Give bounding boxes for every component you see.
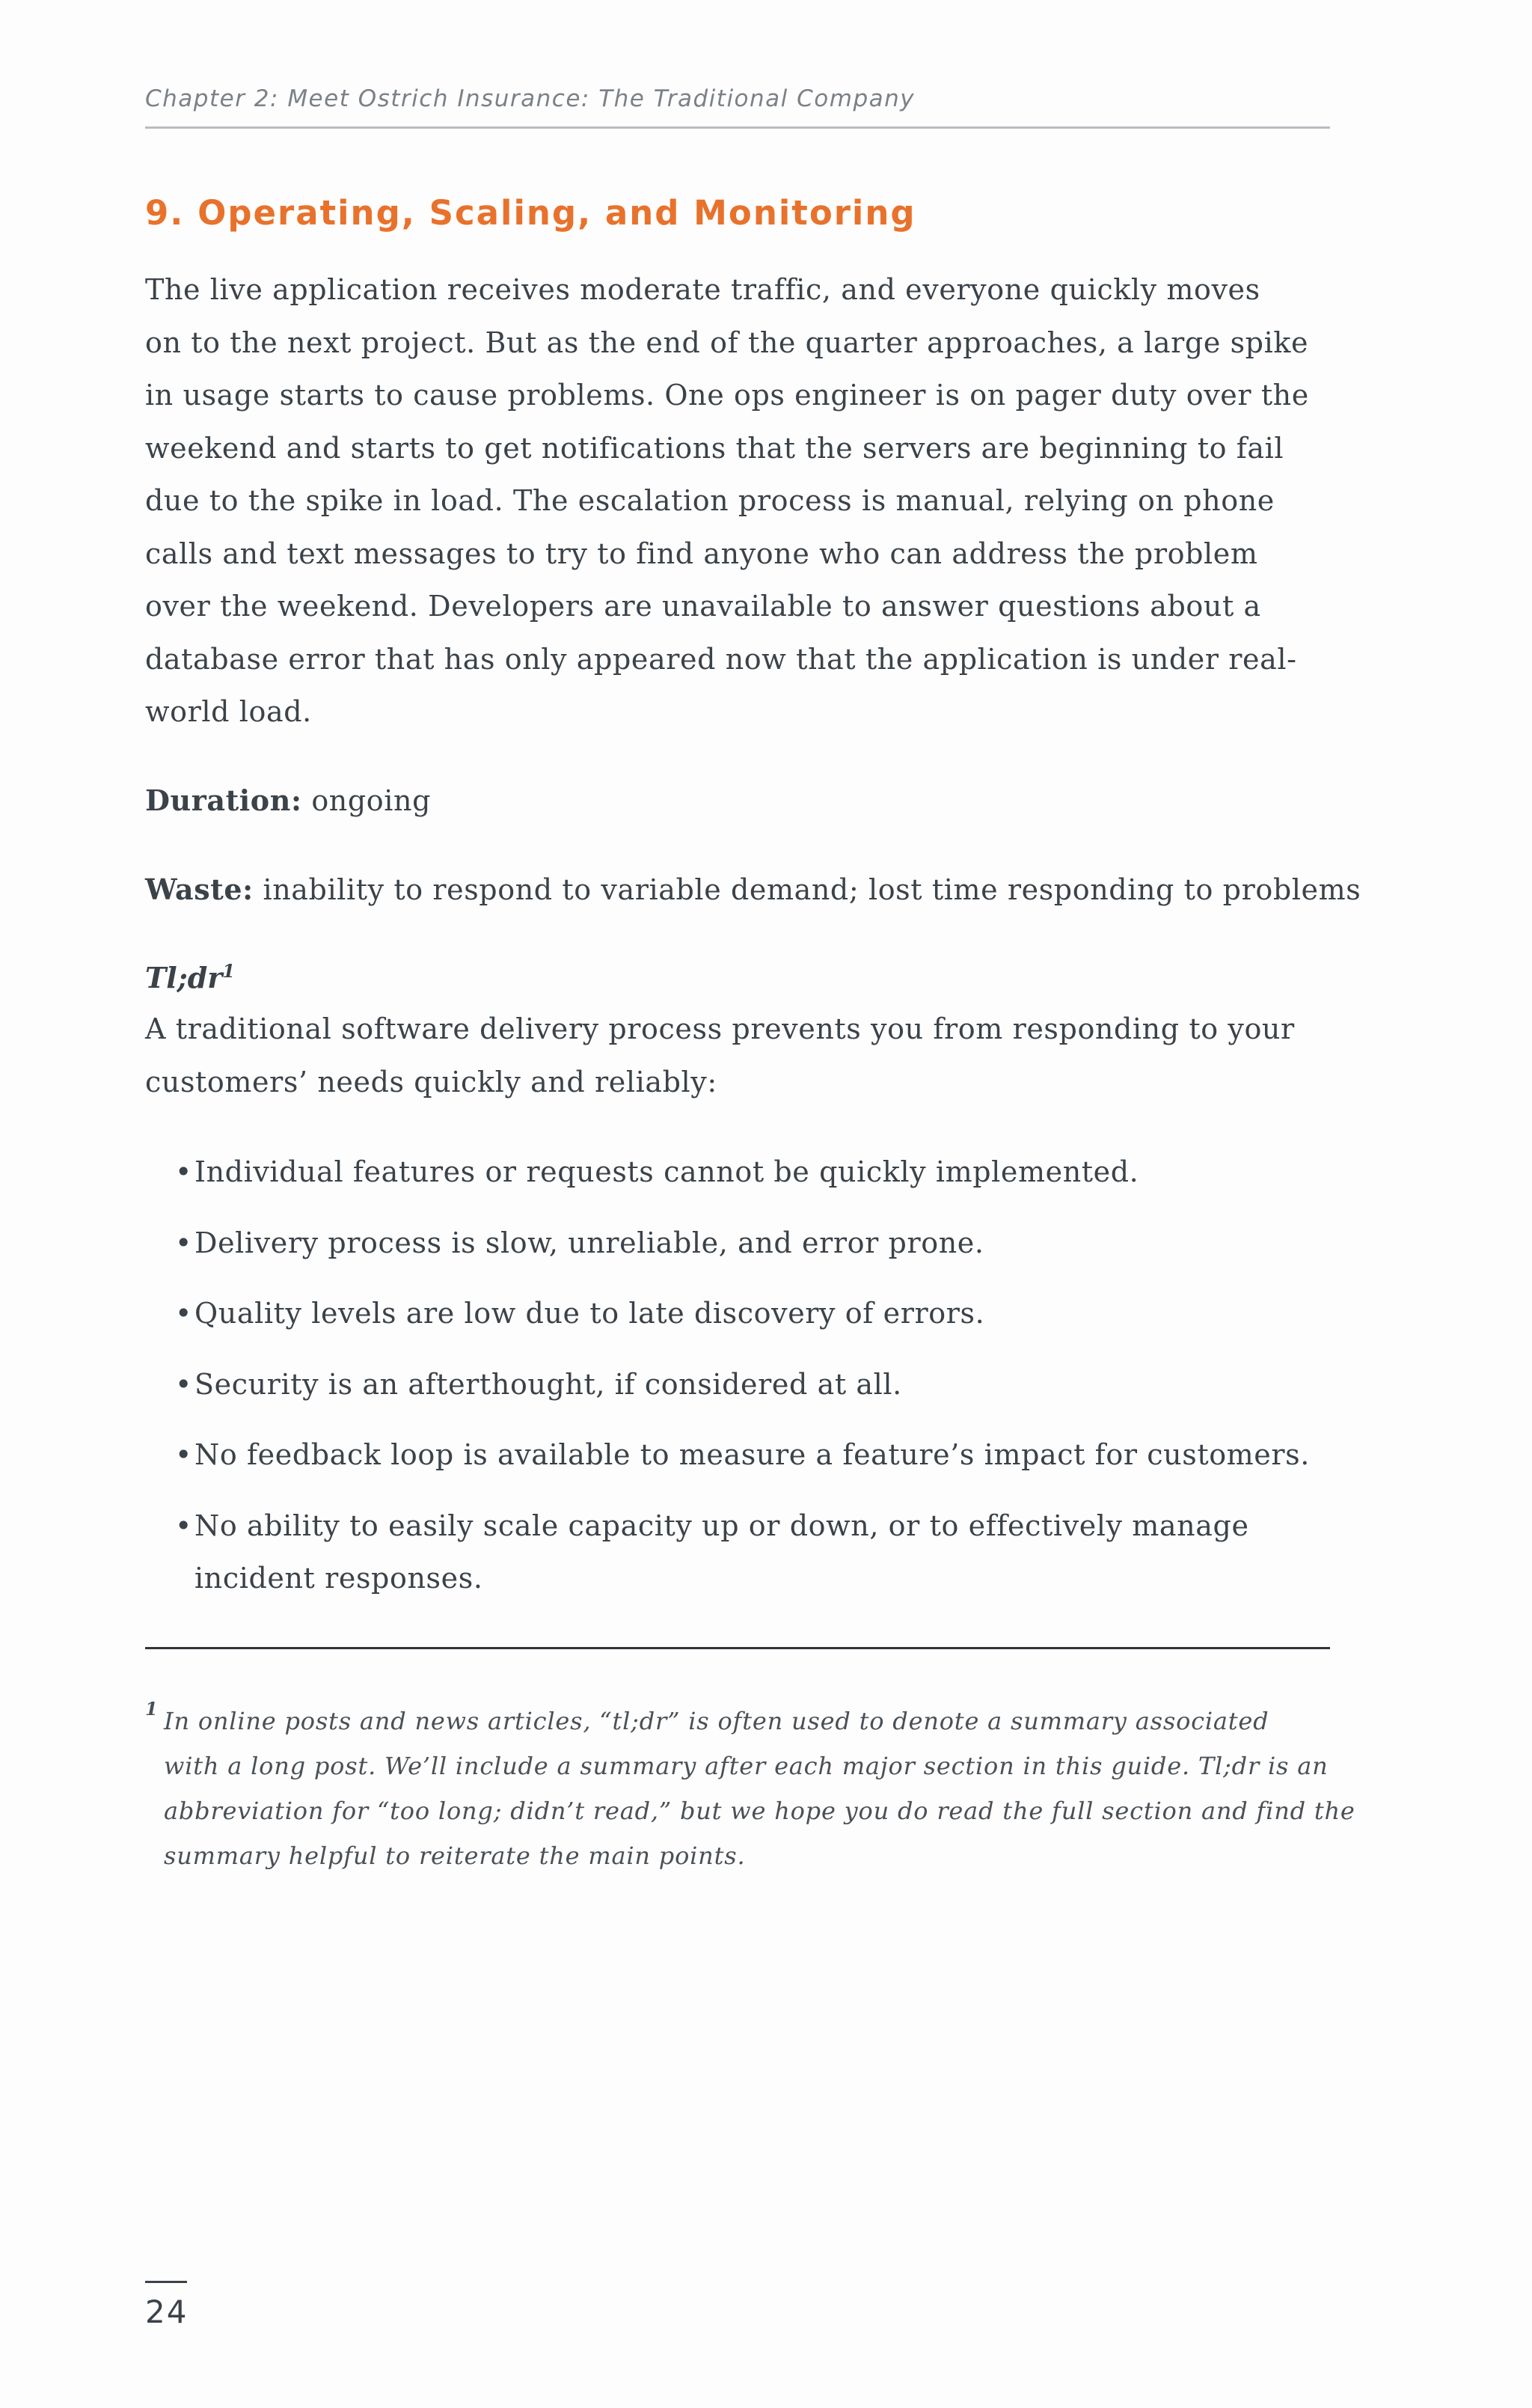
tldr-heading-text: Tl;dr	[145, 961, 223, 994]
paragraph-line: over the weekend. Developers are unavailable to answer questions about a	[145, 590, 1261, 623]
paragraph-line: The live application receives moderate traffic, and everyone quickly moves	[145, 273, 1260, 306]
duration-row	[145, 774, 431, 828]
paragraph-line: database error that has only appeared now that the application is under real-	[145, 642, 1297, 676]
bullet-icon: •	[175, 1155, 193, 1188]
footnote-marker: 1	[145, 1698, 159, 1720]
paragraph-line: calls and text messages to try to find anyone who can address the problem	[145, 537, 1258, 570]
section-paragraph	[145, 263, 1330, 739]
list-item-text: Security is an afterthought, if considered at all.	[194, 1367, 902, 1401]
footnote-line: with a long post. We’ll include a summary after each major section in this guide. Tl;dr is an	[164, 1752, 1329, 1780]
list-item-text: Quality levels are low due to late discovery of errors.	[194, 1297, 985, 1330]
page-number-divider	[145, 2281, 187, 2283]
tldr-heading	[145, 952, 235, 1004]
bullet-icon: •	[175, 1226, 193, 1259]
chapter-header: Chapter 2: Meet Ostrich Insurance: The Traditional Company	[145, 85, 916, 112]
list-item	[145, 1500, 1330, 1605]
footnote-line: In online posts and news articles, “tl;dr” is often used to denote a summary associated	[164, 1707, 1269, 1735]
header-divider	[145, 126, 1330, 129]
footnote-divider	[145, 1647, 1330, 1649]
tldr-bullet-list	[145, 1146, 1330, 1623]
tldr-intro	[145, 1003, 1330, 1108]
list-item-text: Delivery process is slow, unreliable, and error prone.	[194, 1226, 984, 1259]
page-number: 24	[145, 2294, 189, 2330]
list-item	[145, 1287, 1330, 1340]
paragraph-line: in usage starts to cause problems. One ops engineer is on pager duty over the	[145, 379, 1309, 412]
paragraph-line: weekend and starts to get notifications that the servers are beginning to fail	[145, 431, 1284, 465]
duration-label: Duration:	[145, 783, 302, 817]
bullet-icon: •	[175, 1297, 193, 1330]
tldr-intro-line: customers’ needs quickly and reliably:	[145, 1065, 717, 1098]
list-item	[145, 1146, 1330, 1199]
list-item-text: No feedback loop is available to measure a feature’s impact for customers.	[194, 1438, 1310, 1471]
waste-row	[145, 864, 1361, 917]
section-heading: 9. Operating, Scaling, and Monitoring	[145, 193, 916, 233]
bullet-icon: •	[175, 1438, 193, 1471]
paragraph-line: on to the next project. But as the end of the quarter approaches, a large spike	[145, 326, 1309, 359]
bullet-icon: •	[175, 1509, 193, 1542]
list-item-text: incident responses.	[194, 1562, 483, 1595]
duration-value: ongoing	[311, 784, 432, 817]
footnote-reference: 1	[222, 960, 236, 982]
list-item	[145, 1428, 1330, 1482]
waste-value: inability to respond to variable demand; lost time responding to problems	[263, 873, 1361, 906]
list-item-text: No ability to easily scale capacity up or down, or to effectively manage	[194, 1509, 1249, 1542]
list-item-text: Individual features or requests cannot be quickly implemented.	[194, 1155, 1139, 1188]
footnote-line: abbreviation for “too long; didn’t read,” but we hope you do read the full section and find the	[164, 1797, 1355, 1825]
waste-label: Waste:	[145, 873, 254, 906]
footnote	[145, 1698, 1355, 1878]
paragraph-line: due to the spike in load. The escalation process is manual, relying on phone	[145, 484, 1275, 517]
footnote-text	[164, 1699, 1355, 1878]
list-item	[145, 1358, 1330, 1411]
footnote-line: summary helpful to reiterate the main points.	[164, 1842, 746, 1870]
tldr-intro-line: A traditional software delivery process prevents you from responding to your	[145, 1012, 1295, 1045]
list-item	[145, 1217, 1330, 1270]
paragraph-line: world load.	[145, 695, 312, 728]
bullet-icon: •	[175, 1367, 193, 1401]
